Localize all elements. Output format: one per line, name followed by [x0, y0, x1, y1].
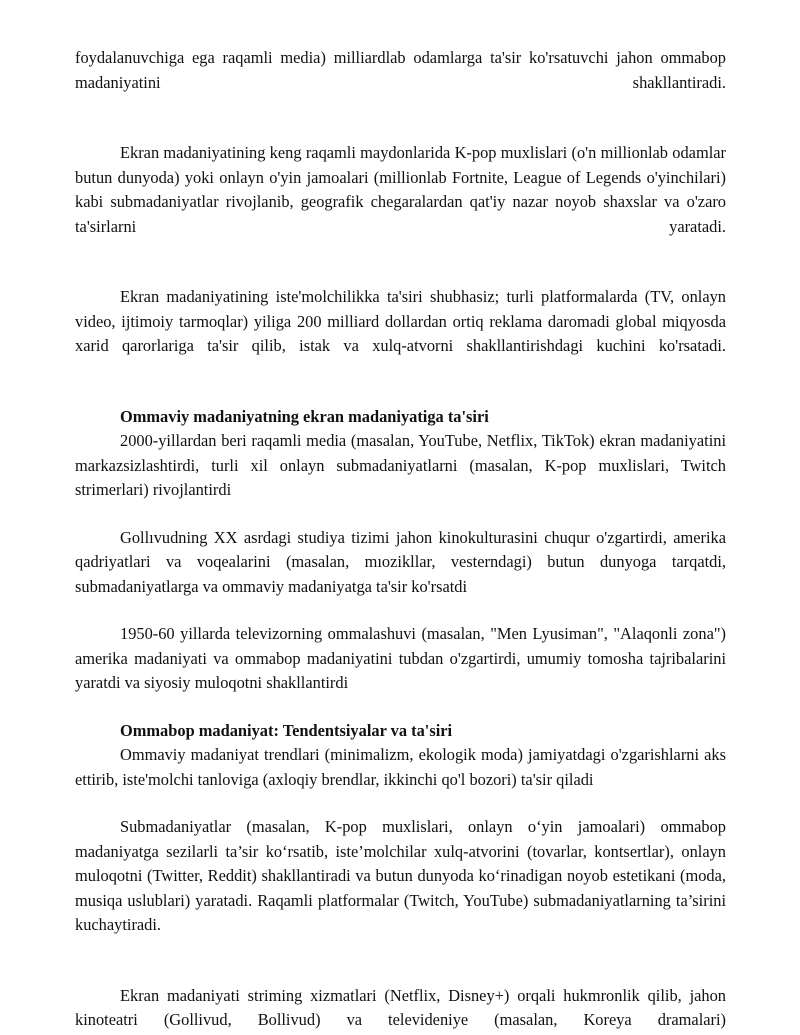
paragraph-subcultures: Ekran madaniyatining keng raqamli maydonlarida K-pop muxlislari (o'n millionlab odamlar butun dunyoda) yoki onlayn o'yin jamoalari (millionlab Fortnite, League of Legends o'yinchilari) kabi submadaniyatlar rivojlanib, geografik chegaralardan qat'iy nazar noyob shaxslar va o'zaro ta'sirlarni yaratadi. [75, 143, 726, 236]
paragraph-streaming: Ekran madaniyati striming xizmatlari (Netflix, Disney+) orqali hukmronlik qilib, jahon kinoteatri (Gollivud, Bollivud) va televideniye (masalan, Koreya dramalari) [75, 985, 726, 1029]
paragraph-trends: Ommaviy madaniyat trendlari (minimalizm, ekologik moda) jamiyatdagi o'zgarishlarni aks ettirib, iste'molchi tanloviga (axloqiy brendlar, ikkinchi qo'l bozori) ta'sir qiladi [75, 745, 726, 789]
spacer [75, 696, 726, 719]
paragraph-continuation: foydalanuvchiga ega raqamli media) milliardlab odamlarga ta'sir ko'rsatuvchi jahon ommabop madaniyatini shakllantiradi. [75, 48, 726, 92]
spacer [75, 359, 726, 405]
paragraph-television: 1950-60 yillarda televizorning ommalashuvi (masalan, "Men Lyusiman", "Alaqonli zona") amerika madaniyati va ommabop madaniyatini tubdan o'zgartirdi, umumiy tomosha tajribalarini yaratdi va siyosiy muloqotni shakllantirdi [75, 624, 726, 692]
spacer [75, 503, 726, 526]
paragraph-consumerism: Ekran madaniyatining iste'molchilikka ta'siri shubhasiz; turli platformalarda (TV, onlayn video, ijtimoiy tarmoqlar) yiliga 200 milliard dollardan ortiq reklama daromadi global miqyosda xarid qarorlariga ta'sir qilib, istak va xulq-atvorni shakllantirishdagi kuchini ko'rsatadi. [75, 287, 726, 355]
spacer [75, 95, 726, 141]
section-heading-mass-culture: Ommaviy madaniyatning ekran madaniyatiga ta'siri [120, 406, 489, 426]
paragraph-hollywood: Gollıvudning XX asrdagi studiya tizimi jahon kinokulturasini chuqur o'zgartirdi, amerika qadriyatlari va voqealarini (masalan, mıozikllar, vesterndagi) butun dunyoga tarqatdi, submadaniyatlarga va ommaviy madaniyatga ta'sir ko'rsatdi [75, 527, 726, 596]
paragraph-digital-media: 2000-yillardan beri raqamli media (masalan, YouTube, Netflix, TikTok) ekran madaniyatini markazsizlashtirdi, turli xil onlayn submadaniyatlarni (masalan, K-pop muxlislari, Twitch strimerlari) rivojlantirdi [75, 431, 726, 499]
spacer [75, 239, 726, 285]
spacer [75, 792, 726, 815]
document-page [75, 46, 726, 1033]
section-heading-popular-culture: Ommabop madaniyat: Tendentsiyalar va ta'siri [120, 720, 453, 740]
spacer [75, 938, 726, 984]
paragraph-subcultures-impact: Submadaniyatlar (masalan, K-pop muxlislari, onlayn o‘yin jamoalari) ommabop madaniyatga sezilarli ta’sir ko‘rsatib, iste’molchilar xulq-atvorini (tovarlar, kontsertlar), onlayn muloqotni (Twitter, Reddit) shakllantiradi va butun dunyoda ko‘rinadigan noyob estetikani (moda, musiqa uslublari) yaratadi. Raqamli platformalar (Twitch, YouTube) submadaniyatlarning ta’sirini kuchaytiradi. [75, 817, 726, 934]
spacer [75, 599, 726, 622]
